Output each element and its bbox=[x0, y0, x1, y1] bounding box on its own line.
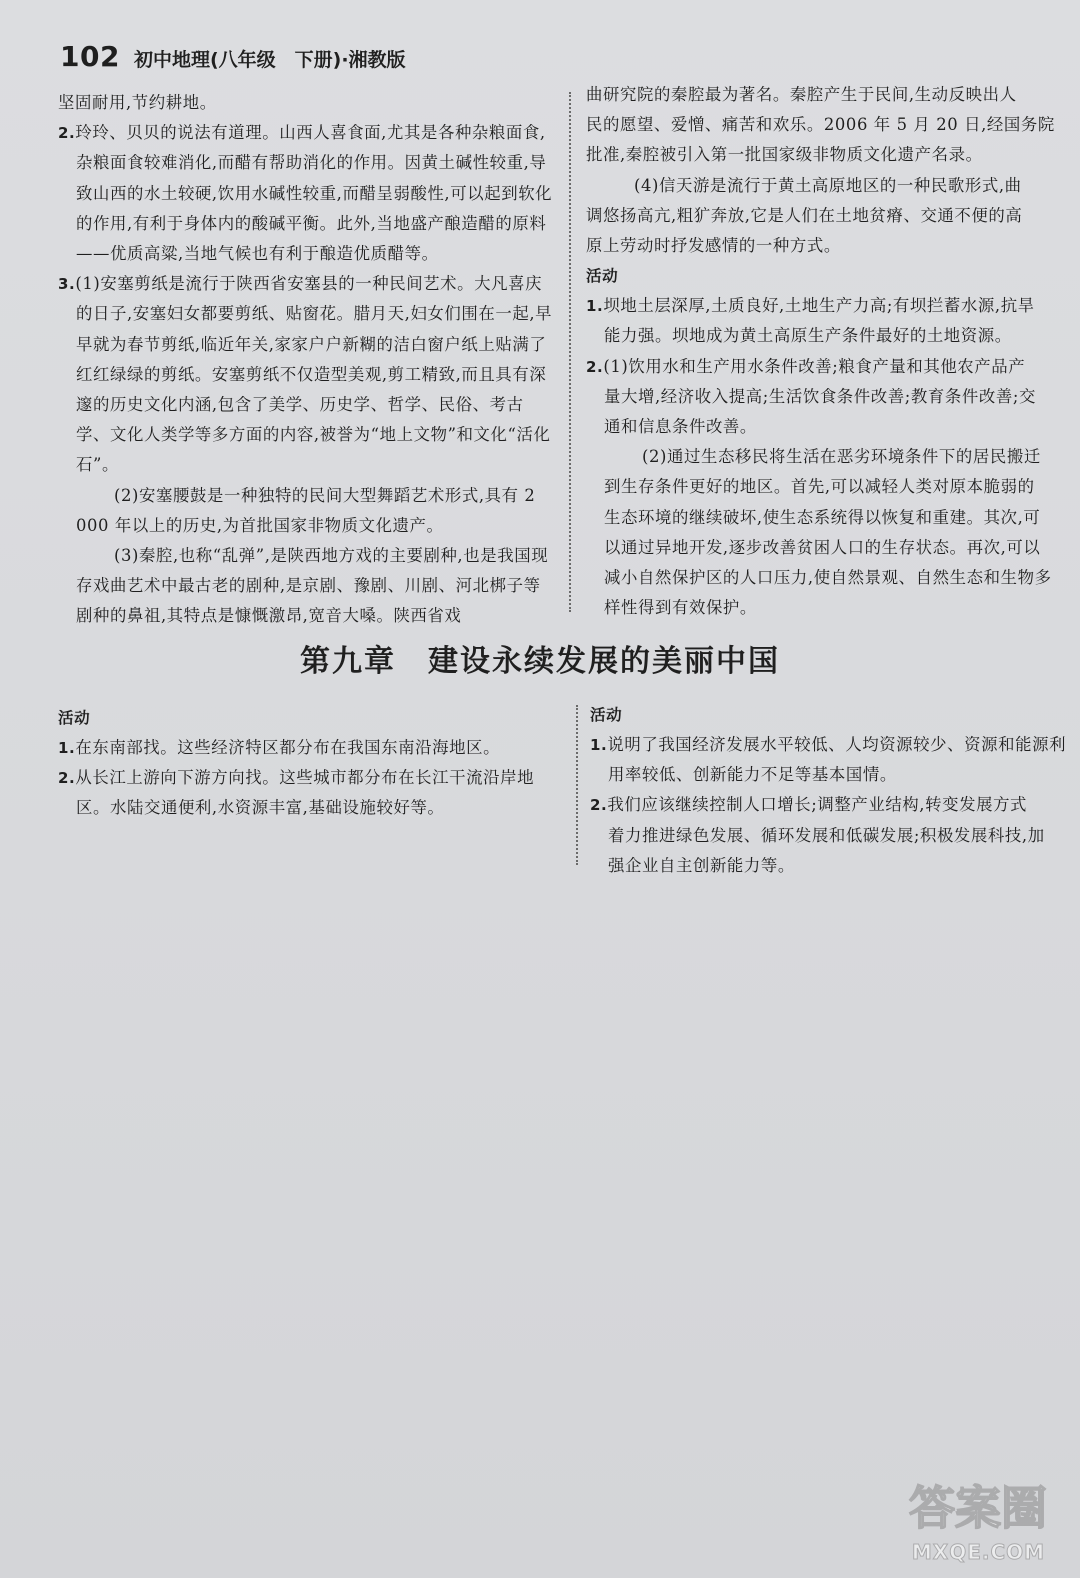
answer-paragraph: (3)秦腔,也称“乱弹”,是陕西地方戏的主要剧种,也是我国现存戏曲艺术中最古老的剧种,是京剧、豫剧、川剧、河北梆子等剧种的鼻祖,其特点是慷慨激昂,宽音大嗓。陕西省戏 bbox=[76, 546, 549, 626]
text-line: 减小自然保护区的人口压力,使自然景观、自然生态和生物多 bbox=[604, 568, 1052, 588]
answer-text: 从长江上游向下游方向找。这些城市都分布在长江干流沿岸地区。水陆交通便利,水资源丰富,基础设施较好等。 bbox=[75, 768, 535, 818]
text-line: 着力推进绿色发展、循环发展和低碳发展;积极发展科技,加 bbox=[608, 825, 1045, 845]
text-line: (4)信天游是流行于黄土高原地区的一种民歌形式,曲 bbox=[634, 175, 1022, 195]
running-title: 初中地理(八年级 下册)·湘教版 bbox=[133, 49, 406, 71]
text-line: 生态环境的继续破坏,使生态系统得以恢复和重建。其次,可 bbox=[604, 507, 1041, 527]
top-left-column bbox=[58, 88, 555, 632]
answer-text: 在东南部找。这些经济特区都分布在我国东南沿海地区。 bbox=[75, 738, 501, 757]
answer-paragraph: (2)安塞腰鼓是一种独特的民间大型舞蹈艺术形式,具有 2 000 年以上的历史,为首批国家非物质文化遗产。 bbox=[76, 485, 536, 535]
page-number: 102 bbox=[60, 40, 120, 73]
watermark-logo-text: 答案圈 bbox=[909, 1481, 1047, 1535]
item-number: 2. bbox=[590, 796, 608, 815]
text-segment: 说明了我国经济发展水平较低、人均资源较少、资源和能源利 bbox=[607, 735, 1067, 754]
site-watermark bbox=[891, 1474, 1066, 1564]
bottom-left-column bbox=[58, 703, 558, 824]
answer-item-3 bbox=[58, 269, 555, 480]
text-line: 民的愿望、爱憎、痛苦和欢乐。2006 年 5 月 20 日,经国务院 bbox=[586, 115, 1055, 135]
text-line: 调悠扬高亢,粗犷奔放,它是人们在土地贫瘠、交通不便的高 bbox=[586, 205, 1023, 225]
text-line: 用率较低、创新能力不足等基本国情。 bbox=[608, 765, 897, 785]
section-heading: 活动 bbox=[590, 706, 623, 724]
text-line: 原上劳动时抒发感情的一种方式。 bbox=[586, 236, 841, 256]
text-segment: (1)饮用水和生产用水条件改善;粮食产量和其他农产品产 bbox=[603, 356, 1026, 376]
text-line: 曲研究院的秦腔最为著名。秦腔产生于民间,生动反映出人 bbox=[586, 85, 1017, 104]
section-heading: 活动 bbox=[58, 709, 91, 727]
chapter-title: 第九章 建设永续发展的美丽中国 bbox=[300, 644, 780, 679]
text-line: 通和信息条件改善。 bbox=[604, 417, 757, 437]
item-number: 3. bbox=[58, 275, 76, 294]
page-header bbox=[60, 40, 406, 73]
text-line bbox=[590, 790, 1080, 820]
watermark-logo bbox=[891, 1474, 1066, 1536]
top-right-column bbox=[586, 80, 1080, 623]
answer-text: 玲玲、贝贝的说法有道理。山西人喜食面,尤其是各种杂粮面食,杂粮面食较难消化,而醋有帮助消化的作用。因黄土碱性较重,导致山西的水土较硬,饮用水碱性较重,而醋呈弱酸性,可以起到软化的作用,有利于身体内的酸碱平衡。此外,当地盛产酿造醋的原料——优质高粱,当地气候也有利于酿造优质醋等。 bbox=[75, 123, 553, 264]
item-number: 2. bbox=[58, 769, 76, 788]
watermark-url: MXQE.COM bbox=[911, 1540, 1046, 1564]
text-line: 批准,秦腔被引入第一批国家级非物质文化遗产名录。 bbox=[586, 145, 983, 165]
item-number: 1. bbox=[58, 739, 76, 757]
text-line bbox=[586, 352, 1080, 382]
item-number: 2. bbox=[58, 124, 76, 143]
answer-item-1 bbox=[58, 733, 558, 763]
section-heading: 活动 bbox=[586, 267, 619, 286]
item-number: 1. bbox=[586, 297, 604, 316]
item-number: 2. bbox=[586, 357, 604, 376]
text-line: 强企业自主创新能力等。 bbox=[608, 855, 795, 875]
item-number: 1. bbox=[590, 736, 608, 754]
text-line bbox=[586, 291, 1080, 321]
bottom-right-column bbox=[590, 700, 1080, 881]
answer-text: (1)安塞剪纸是流行于陕西省安塞县的一种民间艺术。大凡喜庆的日子,安塞妇女都要剪纸、贴窗花。腊月天,妇女们围在一起,早早就为春节剪纸,临近年关,家家户户新糊的洁白窗户纸上贴满了红红绿绿的剪纸。安塞剪纸不仅造型美观,剪工精致,而且具有深邃的历史文化内涵,包含了美学、历史学、哲学、民俗、考古学、文化人类学等多方面的内容,被誉为“地上文物”和文化“活化石”。 bbox=[75, 274, 553, 475]
text-segment: 我们应该继续控制人口增长;调整产业结构,转变发展方式 bbox=[607, 795, 1028, 815]
answer-item-2 bbox=[58, 763, 558, 823]
text-line: 能力强。坝地成为黄土高原生产条件最好的土地资源。 bbox=[604, 326, 1012, 346]
text-line: 以通过异地开发,逐步改善贫困人口的生存状态。再次,可以 bbox=[604, 537, 1041, 557]
column-divider bbox=[576, 705, 578, 865]
text-segment: 坝地土层深厚,土质良好,土地生产力高;有坝拦蓄水源,抗旱 bbox=[603, 296, 1035, 316]
continued-answer: 坚固耐用,节约耕地。 bbox=[58, 93, 217, 112]
text-line: 到生存条件更好的地区。首先,可以减轻人类对原本脆弱的 bbox=[604, 477, 1035, 497]
text-line: (2)通过生态移民将生活在恶劣环境条件下的居民搬迁 bbox=[642, 447, 1041, 467]
text-line: 量大增,经济收入提高;生活饮食条件改善;教育条件改善;交 bbox=[604, 386, 1036, 406]
text-line bbox=[590, 730, 1080, 760]
answer-item-2 bbox=[58, 118, 555, 269]
text-line: 样性得到有效保护。 bbox=[604, 598, 757, 618]
column-divider bbox=[569, 92, 571, 612]
